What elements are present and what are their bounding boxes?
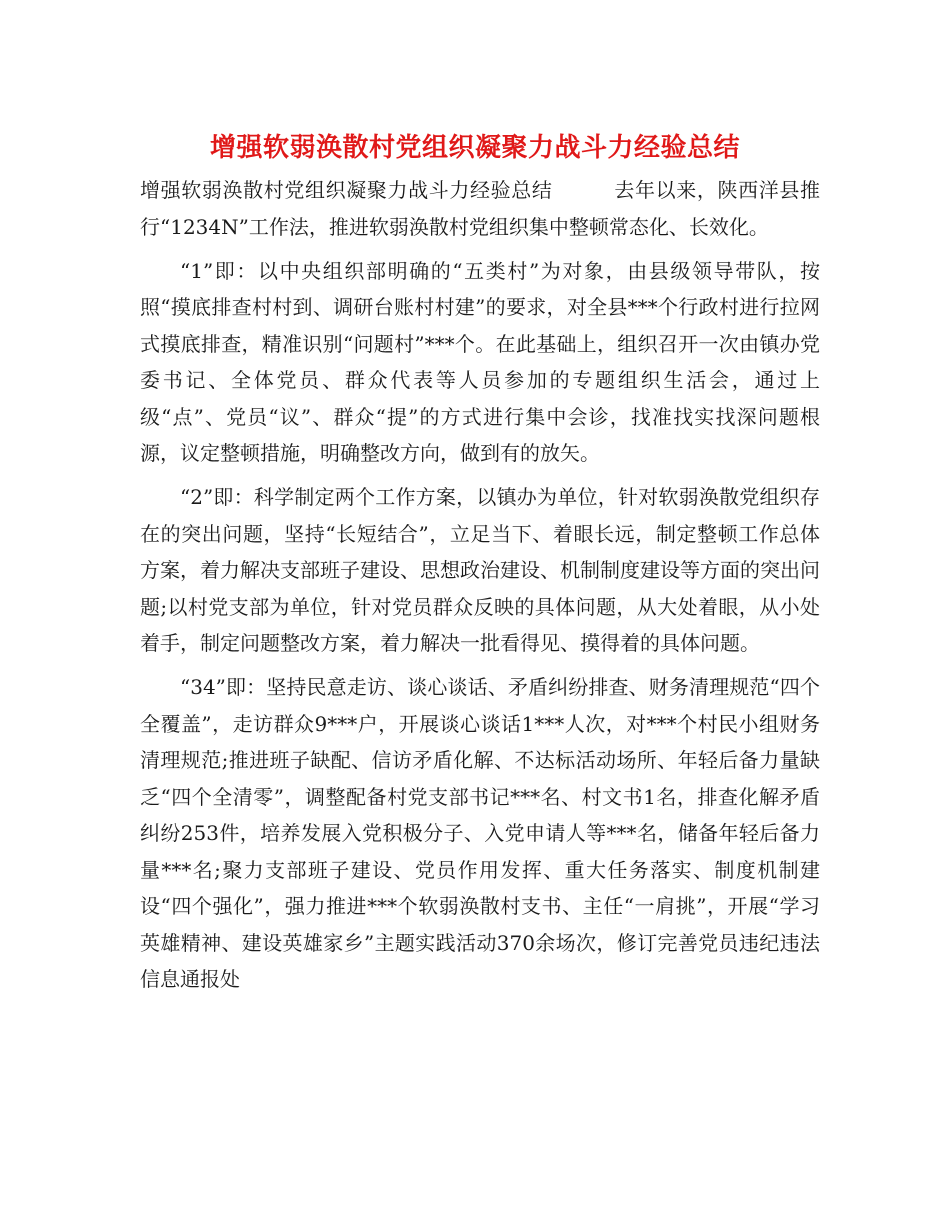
paragraph-2: “2”即：科学制定两个工作方案，以镇办为单位，针对软弱涣散党组织存在的突出问题，坚持“长短结合”，立足当下、着眼长远，制定整顿工作总体方案，着力解决支部班子建设、思想政治建设、机制制度建设等方面的突出问题;以村党支部为单位，针对党员群众反映的具体问题，从大处着眼，从小处着手，制定问题整改方案，着力解决一批看得见、摸得着的具体问题。 bbox=[140, 485, 820, 655]
document-body bbox=[140, 172, 820, 1005]
paragraph-34: “34”即：坚持民意走访、谈心谈话、矛盾纠纷排查、财务清理规范“四个全覆盖”，走访群众9***户，开展谈心谈话1***人次，对***个村民小组财务清理规范;推进班子缺配、信访矛盾化解、不达标活动场所、年轻后备力量缺乏“四个全清零”，调整配备村党支部书记***名、村文书1名，排查化解矛盾纠纷253件，培养发展入党积极分子、入党申请人等***名，储备年轻后备力量***名;聚力支部班子建设、党员作用发挥、重大任务落实、制度机制建设“四个强化”，强力推进***个软弱涣散村支书、主任“一肩挑”，开展“学习英雄精神、建设英雄家乡”主题实践活动370余场次，修订完善党员违纪违法信息通报处 bbox=[140, 675, 820, 991]
document-title: 增强软弱涣散村党组织凝聚力战斗力经验总结 bbox=[209, 133, 740, 163]
paragraph-1: “1”即：以中央组织部明确的“五类村”为对象，由县级领导带队，按照“摸底排查村村到、调研台账村村建”的要求，对全县***个行政村进行拉网式摸底排查，精准识别“问题村”***个。在此基础上，组织召开一次由镇办党委书记、全体党员、群众代表等人员参加的专题组织生活会，通过上级“点”、党员“议”、群众“提”的方式进行集中会诊，找准找实找深问题根源，议定整顿措施，明确整改方向，做到有的放矢。 bbox=[140, 258, 820, 465]
paragraph-intro: 增强软弱涣散村党组织凝聚力战斗力经验总结 去年以来，陕西洋县推行“1234N”工作法，推进软弱涣散村党组织集中整顿常态化、长效化。 bbox=[140, 178, 820, 239]
